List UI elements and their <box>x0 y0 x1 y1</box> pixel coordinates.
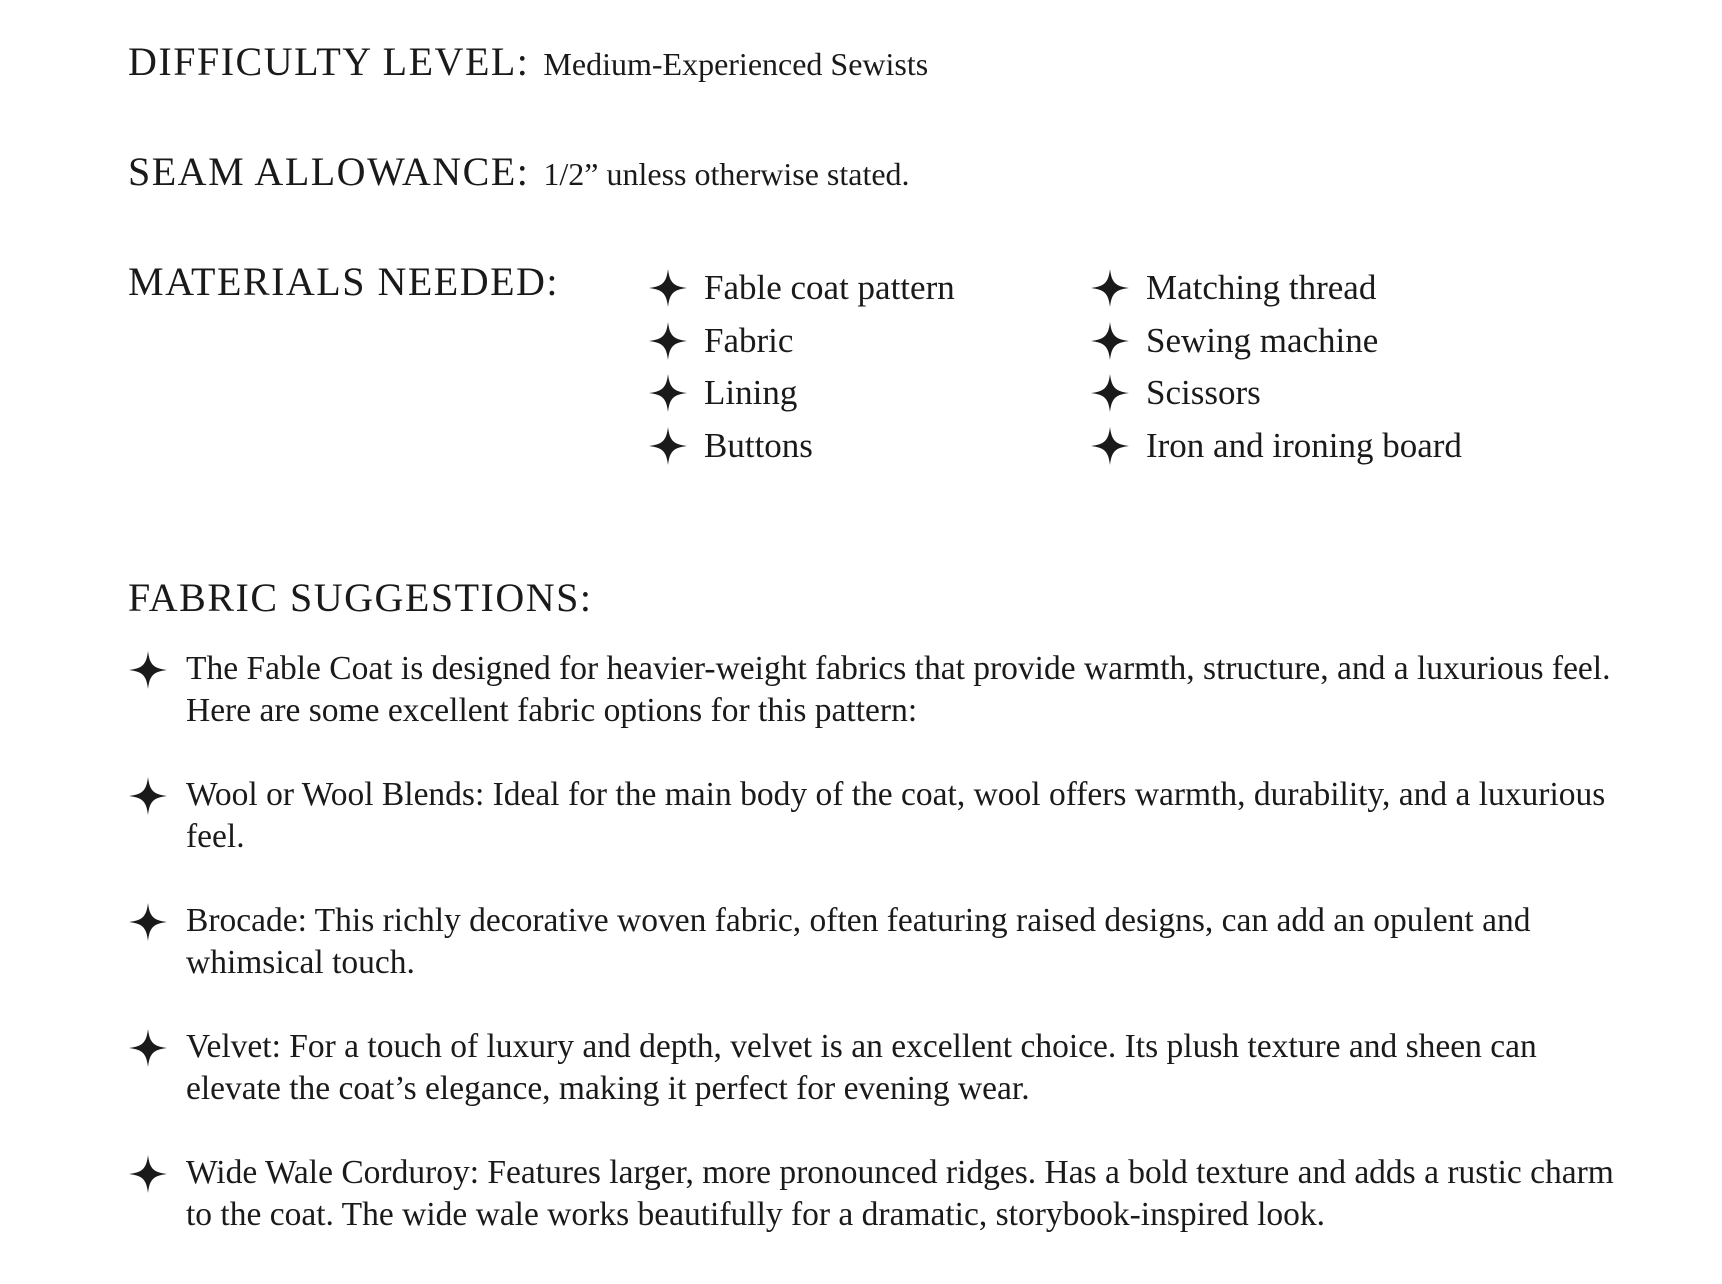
material-item <box>648 420 955 473</box>
material-item-label: Buttons <box>704 425 813 465</box>
fabric-suggestion-item <box>128 648 1628 774</box>
seam-allowance-row <box>128 148 910 195</box>
fabric-suggestion-text: Wool or Wool Blends: Ideal for the main body of the coat, wool offers warmth, durability, and a luxurious feel. <box>186 776 1606 855</box>
four-point-star-icon <box>128 776 168 816</box>
fabric-suggestions-list <box>128 648 1628 1278</box>
four-point-star-icon <box>1090 268 1130 308</box>
fabric-suggestion-text: The Fable Coat is designed for heavier-weight fabrics that provide warmth, structure, and a luxurious feel. Here are some excellent fabric options for this pattern: <box>186 650 1611 729</box>
four-point-star-icon <box>648 268 688 308</box>
four-point-star-icon <box>1090 373 1130 413</box>
four-point-star-icon <box>1090 321 1130 361</box>
fabric-suggestion-item <box>128 1152 1628 1278</box>
four-point-star-icon <box>648 426 688 466</box>
four-point-star-icon <box>128 650 168 690</box>
material-item <box>648 367 955 420</box>
material-item <box>1090 315 1462 368</box>
material-item <box>648 315 955 368</box>
fabric-suggestion-item <box>128 774 1628 900</box>
material-item-label: Matching thread <box>1146 268 1377 308</box>
material-item-label: Sewing machine <box>1146 320 1379 360</box>
materials-list-column-1 <box>648 262 955 472</box>
material-item-label: Fabric <box>704 320 794 360</box>
four-point-star-icon <box>648 321 688 361</box>
material-item-label: Fable coat pattern <box>704 268 955 308</box>
material-item <box>1090 262 1462 315</box>
difficulty-level-value: Medium-Experienced Sewists <box>543 46 929 82</box>
four-point-star-icon <box>648 373 688 413</box>
fabric-suggestion-text: Velvet: For a touch of luxury and depth, velvet is an excellent choice. Its plush texture and sheen can elevate the coat’s elegance, making it perfect for evening wear. <box>186 1028 1537 1107</box>
material-item-label: Iron and ironing board <box>1146 425 1462 465</box>
materials-needed-heading: MATERIALS NEEDED: <box>128 259 560 304</box>
material-item-label: Lining <box>704 373 798 413</box>
difficulty-level-label: DIFFICULTY LEVEL: <box>128 39 530 84</box>
fabric-suggestion-item <box>128 1026 1628 1152</box>
material-item <box>1090 367 1462 420</box>
four-point-star-icon <box>1090 426 1130 466</box>
fabric-suggestion-text: Brocade: This richly decorative woven fabric, often featuring raised designs, can add an opulent and whimsical touch. <box>186 902 1531 981</box>
fabric-suggestions-heading: FABRIC SUGGESTIONS: <box>128 575 593 620</box>
seam-allowance-value: 1/2” unless otherwise stated. <box>543 156 910 192</box>
four-point-star-icon <box>128 1154 168 1194</box>
fabric-suggestion-text: Wide Wale Corduroy: Features larger, more pronounced ridges. Has a bold texture and adds a rustic charm to the coat. The wide wale works beautifully for a dramatic, storybook-inspired look. <box>186 1154 1614 1233</box>
four-point-star-icon <box>128 902 168 942</box>
materials-list-column-2 <box>1090 262 1462 472</box>
material-item <box>648 262 955 315</box>
material-item-label: Scissors <box>1146 373 1261 413</box>
material-item <box>1090 420 1462 473</box>
difficulty-level-row <box>128 38 928 85</box>
four-point-star-icon <box>128 1028 168 1068</box>
seam-allowance-label: SEAM ALLOWANCE: <box>128 149 530 194</box>
fabric-suggestion-item <box>128 900 1628 1026</box>
